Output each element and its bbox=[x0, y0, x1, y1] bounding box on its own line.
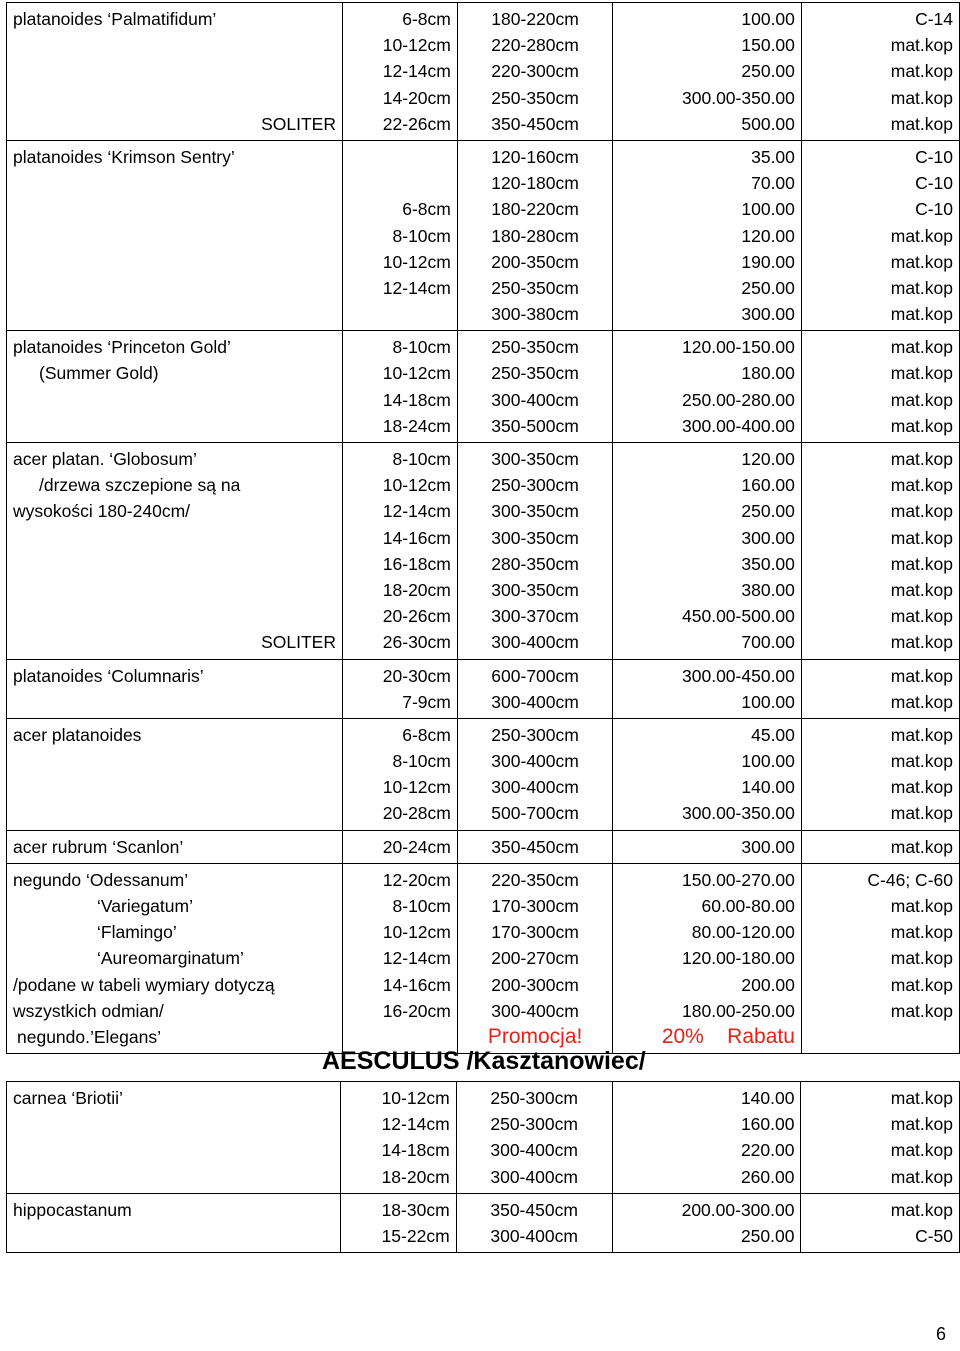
trunk-size-value: 20-30cm bbox=[382, 665, 451, 686]
trunk-size-cell bbox=[342, 718, 457, 830]
price-value: 150.00 bbox=[741, 35, 795, 56]
price-value: 140.00 bbox=[741, 777, 795, 798]
tree-height-value: 180-280cm bbox=[491, 225, 579, 246]
tree-height-value: 300-400cm bbox=[490, 1166, 578, 1187]
packaging-value: mat.kop bbox=[890, 225, 953, 246]
price-value: 35.00 bbox=[751, 146, 795, 167]
trunk-size-value bbox=[349, 301, 451, 327]
tree-height-cell bbox=[457, 140, 612, 330]
product-row bbox=[7, 443, 960, 660]
trunk-size-cell bbox=[342, 863, 457, 1053]
product-name-line: ‘Variegatum’ bbox=[97, 896, 193, 916]
packaging-value: mat.kop bbox=[890, 948, 953, 969]
packaging-value: mat.kop bbox=[890, 922, 953, 943]
trunk-size-value: 10-12cm bbox=[382, 475, 451, 496]
price-cell bbox=[613, 830, 802, 863]
packaging-value: mat.kop bbox=[890, 113, 953, 134]
packaging-cell bbox=[801, 3, 959, 141]
product-name-line: acer rubrum ‘Scanlon’ bbox=[13, 836, 184, 857]
price-cell bbox=[613, 3, 802, 141]
product-row bbox=[7, 863, 960, 1053]
tree-height-value: 350-450cm bbox=[491, 836, 579, 857]
price-value: 140.00 bbox=[740, 1088, 795, 1108]
product-row bbox=[7, 1082, 960, 1194]
tree-height-value: 300-400cm bbox=[491, 632, 579, 653]
price-value: 160.00 bbox=[740, 1114, 795, 1135]
tree-height-value: 350-450cm bbox=[490, 1199, 578, 1220]
price-value: 250.00 bbox=[740, 1225, 795, 1246]
trunk-size-value: 14-20cm bbox=[382, 87, 451, 108]
tree-height-value: 300-400cm bbox=[491, 1000, 579, 1021]
product-name-line: platanoides ‘Princeton Gold’ bbox=[13, 337, 231, 358]
packaging-value: mat.kop bbox=[890, 1140, 953, 1161]
trunk-size-value: 10-12cm bbox=[381, 1088, 450, 1108]
price-value: 100.00 bbox=[741, 199, 795, 220]
trunk-size-value: 10-12cm bbox=[382, 777, 451, 798]
price-cell bbox=[613, 863, 802, 1053]
tree-height-value: 200-300cm bbox=[491, 974, 579, 995]
trunk-size-value bbox=[349, 170, 451, 196]
tree-height-value: 180-220cm bbox=[491, 199, 579, 220]
price-value: 120.00 bbox=[741, 449, 795, 469]
packaging-cell bbox=[801, 659, 959, 718]
packaging-value: mat.kop bbox=[890, 35, 953, 56]
price-value: 300.00 bbox=[741, 304, 795, 325]
price-value: 180.00 bbox=[741, 363, 795, 384]
packaging-value: C-10 bbox=[915, 199, 953, 220]
tree-height-value: 120-160cm bbox=[491, 146, 579, 167]
soliter-tag: SOLITER bbox=[261, 113, 336, 134]
trunk-size-value: 8-10cm bbox=[392, 751, 451, 772]
packaging-value: mat.kop bbox=[890, 1166, 953, 1187]
trunk-size-value bbox=[349, 144, 451, 170]
promo-label: Promocja! bbox=[487, 1024, 583, 1048]
packaging-value: mat.kop bbox=[890, 553, 953, 574]
tree-height-cell bbox=[457, 331, 612, 443]
tree-height-value: 220-350cm bbox=[491, 869, 579, 890]
trunk-size-value: 14-16cm bbox=[382, 527, 451, 548]
tree-height-value: 350-500cm bbox=[491, 415, 579, 436]
packaging-value: C-14 bbox=[915, 9, 953, 29]
trunk-size-value: 6-8cm bbox=[402, 724, 451, 745]
trunk-size-value: 12-14cm bbox=[382, 277, 451, 298]
tree-height-value: 200-350cm bbox=[491, 251, 579, 272]
tree-height-value: 300-350cm bbox=[491, 449, 579, 469]
tree-height-value: 120-180cm bbox=[491, 173, 579, 194]
tree-height-value: 170-300cm bbox=[491, 922, 579, 943]
tree-height-value: 250-350cm bbox=[491, 87, 579, 108]
tree-height-value: 300-400cm bbox=[490, 1225, 578, 1246]
trunk-size-value: 14-18cm bbox=[381, 1140, 450, 1161]
product-name-line: hippocastanum bbox=[13, 1199, 132, 1220]
packaging-value: mat.kop bbox=[890, 632, 953, 653]
product-name-line: platanoides ‘Krimson Sentry’ bbox=[13, 146, 235, 167]
product-name-cell bbox=[7, 863, 343, 1053]
packaging-value: mat.kop bbox=[890, 751, 953, 772]
packaging-value: mat.kop bbox=[890, 724, 953, 745]
price-value: 260.00 bbox=[740, 1166, 795, 1187]
price-value: 80.00-120.00 bbox=[691, 922, 795, 943]
packaging-cell bbox=[801, 140, 959, 330]
promo-label: 20% Rabatu bbox=[661, 1024, 795, 1048]
packaging-value: mat.kop bbox=[890, 337, 953, 358]
tree-height-cell bbox=[457, 830, 612, 863]
tree-height-cell bbox=[457, 659, 612, 718]
product-name-cell bbox=[7, 3, 343, 141]
tree-height-value: 250-350cm bbox=[491, 337, 579, 358]
product-name-line: negundo ‘Odessanum’ bbox=[13, 869, 189, 890]
trunk-size-value: 12-14cm bbox=[381, 1114, 450, 1135]
price-cell bbox=[612, 1193, 801, 1252]
trunk-size-cell bbox=[342, 830, 457, 863]
price-value: 250.00 bbox=[741, 61, 795, 82]
packaging-value: mat.kop bbox=[890, 974, 953, 995]
price-value: 300.00 bbox=[741, 836, 795, 857]
product-name-cell bbox=[7, 659, 343, 718]
trunk-size-value: 7-9cm bbox=[402, 691, 451, 712]
trunk-size-value: 14-18cm bbox=[382, 389, 451, 410]
packaging-value: mat.kop bbox=[890, 304, 953, 325]
price-value: 700.00 bbox=[741, 632, 795, 653]
trunk-size-value: 6-8cm bbox=[402, 9, 451, 29]
tree-height-value: 180-220cm bbox=[491, 9, 579, 29]
packaging-value: mat.kop bbox=[890, 836, 953, 857]
product-name-line: negundo.’Elegans’ bbox=[17, 1026, 162, 1047]
price-value: 200.00-300.00 bbox=[681, 1199, 795, 1220]
trunk-size-cell bbox=[342, 140, 457, 330]
section-title-aesculus: AESCULUS /Kasztanowiec/ bbox=[322, 1047, 646, 1075]
product-row bbox=[7, 3, 960, 141]
product-name-line: platanoides ‘Columnaris’ bbox=[13, 665, 204, 686]
tree-height-value: 300-400cm bbox=[491, 389, 579, 410]
tree-height-value: 300-400cm bbox=[491, 777, 579, 798]
packaging-value: mat.kop bbox=[890, 415, 953, 436]
packaging-value: mat.kop bbox=[890, 363, 953, 384]
price-cell bbox=[613, 718, 802, 830]
product-name-line: wysokości 180-240cm/ bbox=[13, 501, 191, 522]
price-value: 250.00 bbox=[741, 277, 795, 298]
tree-height-value: 300-370cm bbox=[491, 606, 579, 627]
product-name-cell bbox=[7, 830, 343, 863]
product-row bbox=[7, 1193, 960, 1252]
tree-height-value: 200-270cm bbox=[491, 948, 579, 969]
price-value: 300.00-350.00 bbox=[682, 803, 795, 824]
product-name-cell bbox=[7, 140, 343, 330]
price-value: 380.00 bbox=[741, 579, 795, 600]
packaging-value: C-10 bbox=[915, 146, 953, 167]
packaging-value: mat.kop bbox=[890, 896, 953, 916]
tree-height-cell bbox=[456, 1193, 612, 1252]
price-cell bbox=[613, 140, 802, 330]
packaging-value: mat.kop bbox=[890, 1199, 953, 1220]
price-value: 300.00-450.00 bbox=[682, 665, 795, 686]
packaging-cell bbox=[801, 863, 959, 1053]
tree-height-value: 250-350cm bbox=[491, 363, 579, 384]
packaging-value: C-10 bbox=[915, 173, 953, 194]
tree-height-cell bbox=[457, 3, 612, 141]
soliter-tag: SOLITER bbox=[261, 632, 336, 653]
product-row bbox=[7, 718, 960, 830]
price-value: 120.00 bbox=[741, 225, 795, 246]
packaging-value: mat.kop bbox=[890, 87, 953, 108]
trunk-size-value: 20-24cm bbox=[382, 836, 451, 857]
price-value: 100.00 bbox=[741, 751, 795, 772]
product-name-line: acer platan. ‘Globosum’ bbox=[13, 449, 197, 469]
price-cell bbox=[612, 1082, 801, 1194]
packaging-value: mat.kop bbox=[890, 777, 953, 798]
price-value: 200.00 bbox=[741, 974, 795, 995]
product-name-line: ‘Aureomarginatum’ bbox=[97, 948, 244, 969]
packaging-cell bbox=[801, 718, 959, 830]
trunk-size-value: 26-30cm bbox=[382, 632, 451, 653]
tree-height-value: 300-380cm bbox=[491, 304, 579, 325]
packaging-value: mat.kop bbox=[890, 579, 953, 600]
trunk-size-value: 22-26cm bbox=[382, 113, 451, 134]
product-name-cell bbox=[7, 718, 343, 830]
packaging-value: mat.kop bbox=[890, 691, 953, 712]
product-row bbox=[7, 140, 960, 330]
product-name-cell bbox=[7, 1082, 341, 1194]
packaging-cell bbox=[801, 1193, 960, 1252]
tree-height-value: 600-700cm bbox=[491, 665, 579, 686]
packaging-value bbox=[808, 1024, 953, 1050]
aesculus-price-table bbox=[6, 1081, 960, 1253]
trunk-size-value: 18-30cm bbox=[381, 1199, 450, 1220]
trunk-size-value: 10-12cm bbox=[382, 922, 451, 943]
price-value: 160.00 bbox=[741, 475, 795, 496]
tree-height-value: 300-350cm bbox=[491, 527, 579, 548]
product-name-cell bbox=[7, 443, 343, 660]
price-value: 250.00-280.00 bbox=[682, 389, 795, 410]
tree-height-value: 300-400cm bbox=[491, 751, 579, 772]
price-value: 300.00-400.00 bbox=[682, 415, 795, 436]
trunk-size-value: 18-20cm bbox=[382, 579, 451, 600]
price-value: 350.00 bbox=[741, 553, 795, 574]
trunk-size-value: 12-20cm bbox=[382, 869, 451, 890]
packaging-cell bbox=[801, 443, 959, 660]
tree-height-value: 500-700cm bbox=[491, 803, 579, 824]
tree-height-value: 280-350cm bbox=[491, 553, 579, 574]
tree-height-value: 250-300cm bbox=[491, 475, 579, 496]
trunk-size-value: 6-8cm bbox=[402, 199, 451, 220]
tree-height-value: 350-450cm bbox=[491, 113, 579, 134]
packaging-cell bbox=[801, 1082, 960, 1194]
trunk-size-cell bbox=[342, 443, 457, 660]
packaging-value: mat.kop bbox=[890, 1088, 953, 1108]
packaging-value: C-50 bbox=[915, 1225, 953, 1246]
packaging-value: mat.kop bbox=[890, 501, 953, 522]
price-value: 450.00-500.00 bbox=[682, 606, 795, 627]
tree-height-value: 250-300cm bbox=[490, 1088, 578, 1108]
product-name-line: platanoides ‘Palmatifidum’ bbox=[13, 9, 217, 29]
product-name-line: (Summer Gold) bbox=[39, 363, 159, 384]
trunk-size-value: 20-28cm bbox=[382, 803, 451, 824]
product-name-line: /drzewa szczepione są na bbox=[39, 475, 241, 496]
price-cell bbox=[613, 331, 802, 443]
price-value: 190.00 bbox=[741, 251, 795, 272]
packaging-value: mat.kop bbox=[890, 1000, 953, 1021]
trunk-size-value: 20-26cm bbox=[382, 606, 451, 627]
product-name-line: carnea ‘Briotii’ bbox=[13, 1088, 123, 1108]
tree-height-value: 300-350cm bbox=[491, 579, 579, 600]
packaging-value: mat.kop bbox=[890, 606, 953, 627]
price-value: 150.00-270.00 bbox=[682, 869, 795, 890]
price-cell bbox=[613, 443, 802, 660]
trunk-size-value: 8-10cm bbox=[392, 225, 451, 246]
price-value: 120.00-180.00 bbox=[682, 948, 795, 969]
tree-height-cell bbox=[456, 1082, 612, 1194]
price-value: 300.00 bbox=[741, 527, 795, 548]
trunk-size-value: 18-20cm bbox=[381, 1166, 450, 1187]
price-value: 60.00-80.00 bbox=[701, 896, 795, 916]
product-row bbox=[7, 659, 960, 718]
packaging-value: mat.kop bbox=[890, 803, 953, 824]
tree-height-value: 220-280cm bbox=[491, 35, 579, 56]
page-number: 6 bbox=[936, 1324, 947, 1344]
acer-price-table bbox=[6, 2, 960, 1054]
product-row bbox=[7, 331, 960, 443]
tree-height-value: 300-400cm bbox=[490, 1140, 578, 1161]
trunk-size-value: 8-10cm bbox=[392, 337, 451, 358]
trunk-size-cell bbox=[341, 1193, 456, 1252]
product-name-line: acer platanoides bbox=[13, 724, 142, 745]
tree-height-value: 220-300cm bbox=[491, 61, 579, 82]
packaging-value: mat.kop bbox=[890, 475, 953, 496]
product-name-line: ‘Flamingo’ bbox=[97, 922, 177, 943]
tree-height-value: 300-400cm bbox=[491, 691, 579, 712]
packaging-value: mat.kop bbox=[890, 449, 953, 469]
trunk-size-cell bbox=[342, 331, 457, 443]
trunk-size-value: 10-12cm bbox=[382, 35, 451, 56]
product-name-cell bbox=[7, 1193, 341, 1252]
price-value: 100.00 bbox=[741, 691, 795, 712]
packaging-value: mat.kop bbox=[890, 1114, 953, 1135]
trunk-size-cell bbox=[342, 3, 457, 141]
packaging-value: mat.kop bbox=[890, 665, 953, 686]
tree-height-cell bbox=[457, 718, 612, 830]
product-name-cell bbox=[7, 331, 343, 443]
price-value: 120.00-150.00 bbox=[682, 337, 795, 358]
trunk-size-value: 12-14cm bbox=[382, 61, 451, 82]
tree-height-value: 250-300cm bbox=[490, 1114, 578, 1135]
trunk-size-value: 10-12cm bbox=[382, 363, 451, 384]
trunk-size-value: 10-12cm bbox=[382, 251, 451, 272]
packaging-value: mat.kop bbox=[890, 61, 953, 82]
product-row bbox=[7, 830, 960, 863]
price-value: 500.00 bbox=[741, 113, 795, 134]
price-cell bbox=[613, 659, 802, 718]
packaging-cell bbox=[801, 830, 959, 863]
tree-height-cell bbox=[457, 443, 612, 660]
trunk-size-value: 8-10cm bbox=[392, 449, 451, 469]
tree-height-value: 170-300cm bbox=[491, 896, 579, 916]
packaging-cell bbox=[801, 331, 959, 443]
price-value: 70.00 bbox=[751, 173, 795, 194]
product-name-line: wszystkich odmian/ bbox=[13, 1000, 164, 1021]
packaging-value: mat.kop bbox=[890, 277, 953, 298]
trunk-size-value: 14-16cm bbox=[382, 974, 451, 995]
trunk-size-cell bbox=[341, 1082, 456, 1194]
packaging-value: C-46; C-60 bbox=[867, 869, 953, 890]
tree-height-value: 300-350cm bbox=[491, 501, 579, 522]
trunk-size-cell bbox=[342, 659, 457, 718]
trunk-size-value: 12-14cm bbox=[382, 948, 451, 969]
trunk-size-value: 16-20cm bbox=[382, 1000, 451, 1021]
packaging-value: mat.kop bbox=[890, 389, 953, 410]
tree-height-cell bbox=[457, 863, 612, 1053]
trunk-size-value: 16-18cm bbox=[382, 553, 451, 574]
product-name-line: /podane w tabeli wymiary dotyczą bbox=[13, 974, 275, 995]
price-value: 300.00-350.00 bbox=[682, 87, 795, 108]
price-value: 100.00 bbox=[741, 9, 795, 29]
tree-height-value: 250-350cm bbox=[491, 277, 579, 298]
trunk-size-value: 15-22cm bbox=[381, 1225, 450, 1246]
price-value: 45.00 bbox=[751, 724, 795, 745]
trunk-size-value: 12-14cm bbox=[382, 501, 451, 522]
packaging-value: mat.kop bbox=[890, 251, 953, 272]
packaging-value: mat.kop bbox=[890, 527, 953, 548]
trunk-size-value: 8-10cm bbox=[392, 896, 451, 916]
trunk-size-value: 18-24cm bbox=[382, 415, 451, 436]
price-value: 180.00-250.00 bbox=[682, 1000, 795, 1021]
tree-height-value: 250-300cm bbox=[491, 724, 579, 745]
price-value: 220.00 bbox=[740, 1140, 795, 1161]
price-value: 250.00 bbox=[741, 501, 795, 522]
